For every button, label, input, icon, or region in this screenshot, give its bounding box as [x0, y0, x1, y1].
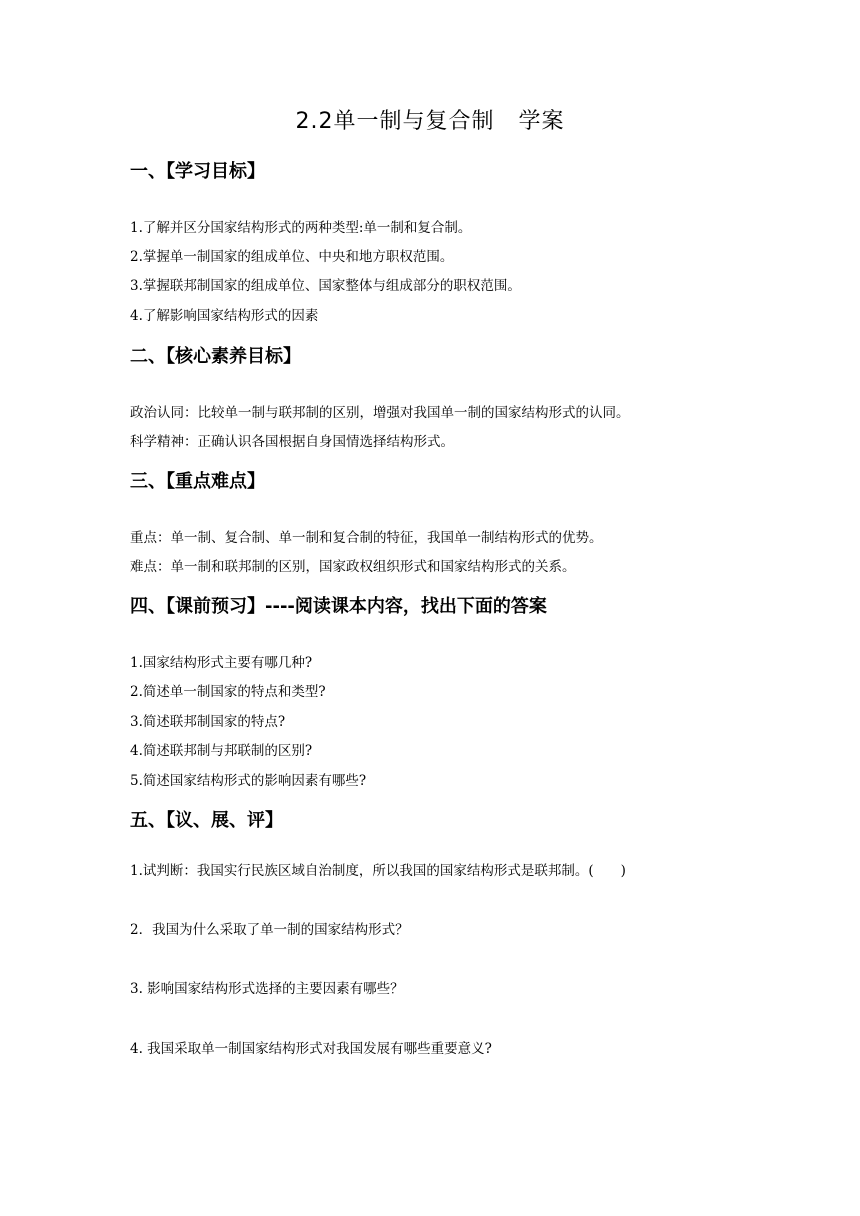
title-main: 2.2单一制与复合制 — [295, 109, 495, 134]
section-heading-learning-goals: 一、【学习目标】 — [130, 161, 265, 182]
list-item: 科学精神：正确认识各国根据自身国情选择结构形式。 — [130, 434, 454, 450]
section-heading-discussion: 五、【议、展、评】 — [130, 810, 283, 831]
list-item: 政治认同：比较单一制与联邦制的区别，增强对我国单一制的国家结构形式的认同。 — [130, 405, 630, 421]
title-suffix: 学案 — [518, 109, 565, 134]
list-item: 4.了解影响国家结构形式的因素 — [130, 308, 319, 324]
list-item: 4. 我国采取单一制国家结构形式对我国发展有哪些重要意义? — [130, 1041, 492, 1057]
list-item: 3. 影响国家结构形式选择的主要因素有哪些？ — [130, 981, 404, 997]
list-item: 3.简述联邦制国家的特点? — [130, 714, 286, 730]
list-item: 3.掌握联邦制国家的组成单位、国家整体与组成部分的职权范围。 — [130, 278, 521, 294]
page-title — [0, 104, 860, 135]
list-item: 重点：单一制、复合制、单一制和复合制的特征，我国单一制结构形式的优势。 — [130, 530, 603, 546]
list-item: 难点：单一制和联邦制的区别，国家政权组织形式和国家结构形式的关系。 — [130, 559, 576, 575]
section-heading-key-points: 三、【重点难点】 — [130, 471, 265, 492]
list-item: 2.掌握单一制国家的组成单位、中央和地方职权范围。 — [130, 249, 454, 265]
list-item: 4.简述联邦制与邦联制的区别? — [130, 743, 313, 759]
list-item: 2．我国为什么采取了单一制的国家结构形式？ — [130, 922, 409, 938]
list-item: 1.国家结构形式主要有哪几种? — [130, 655, 313, 671]
section-heading-preview: 四、【课前预习】----阅读课本内容，找出下面的答案 — [130, 596, 547, 617]
list-item: 2.简述单一制国家的特点和类型? — [130, 684, 326, 700]
list-item: 1.试判断：我国实行民族区域自治制度，所以我国的国家结构形式是联邦制。( ) — [130, 863, 626, 879]
list-item: 5.简述国家结构形式的影响因素有哪些? — [130, 773, 367, 789]
list-item: 1.了解并区分国家结构形式的两种类型:单一制和复合制。 — [130, 220, 472, 236]
section-heading-core-literacy: 二、【核心素养目标】 — [130, 346, 301, 367]
